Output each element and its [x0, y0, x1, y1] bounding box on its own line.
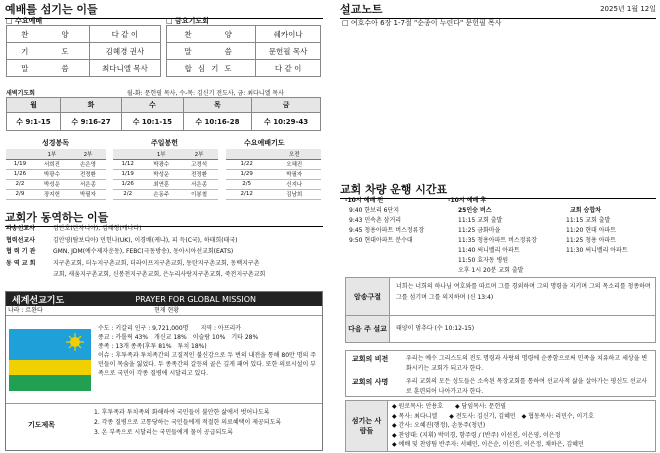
bus-col-van: 교회 승합차 11:15 교회 출발 11:20 현대 아파트 11:25 청용 아파트 11:30 써니밸리 아파트: [566, 207, 628, 254]
partner-row: 협력선교사 김안영(탐보디아) 민헌나(UK), 이경배(케냐), 피 득(C국), 하태희(태국): [6, 236, 238, 244]
rwanda-flag-icon: [9, 329, 91, 391]
church-mission-text: 우리 교회의 모든 성도들은 소속된 목장교회를 통하여 선교사적 삶을 살아가는 평신도 선교사로 훈련되어 나아가고자 한다.: [406, 378, 648, 395]
servant-line: ◆ 원로목사: 안용호 ◆ 담임목사: 문헌필: [392, 403, 507, 410]
vision-box: [345, 350, 656, 397]
geumyo-label: □ 금요기도회: [166, 17, 209, 25]
reading-label: 성경봉독: [42, 139, 70, 147]
servant-line: ◆ 목사: 최다니엘 ◆ 전도사: 김신기, 김혜민 ◆ 협동목사: 리민수, 이기호: [392, 412, 594, 420]
memory-label: 암송구절: [346, 278, 390, 315]
partner-row: 파송선교사 김안호(탄자니아), 김태형(캐나다): [6, 225, 142, 232]
dawn-table: 월 화 수 목 금 수 9:1-15 수 9:16-27 수 10:1-15 수 10:16-28 수 10:29-43: [6, 97, 321, 131]
bullet-tribes: 종족 : 13개 종족(후투 81% 투치 18%): [98, 343, 207, 350]
prayer-list: [94, 408, 319, 438]
reading-table: 1부 2부 1/19 서희진 손은영 1/26 박광수 전정환 2/2 박성운 서은종 2/9 장지헌 박필자: [6, 149, 106, 200]
next-sermon-text: 태양이 멈추다 (수 10:12-15): [396, 325, 475, 332]
memory-text: 너희는 너희의 하나님 여호와를 따르며 그를 경외하며 그의 명령을 지키며 그의 목소리를 청종하며 그를 섬기며 그를 의지하며 (신 13:4): [396, 283, 651, 301]
servant-line: ◆ 간사: 오혜진(행정), 손동주(청년): [392, 422, 486, 430]
servant-line: ◆ 찬양대: (지휘) 박미경, 함주령 / (반주) 이선진, 이은영, 이은정: [392, 431, 561, 439]
bullet-issue: 이슈 : 후투족과 투치족간의 고질적인 불신감으로 두 번의 내전을 통해 80만 명의 주민들이 목숨을 잃었다. 두 종족간의 갈등의 골은 깊게 패여 있다. 또한 의료시설이 부족으로 국민이 각종 질병에 시달리고 있다.: [98, 352, 317, 377]
prayer-label: 기도제목: [28, 421, 56, 429]
servants-list: [392, 402, 594, 450]
bus-title: 교회 차량 운행 시간표: [340, 181, 656, 199]
page-title-left: 예배를 섬기는 이들: [5, 1, 323, 19]
wedprayer-table: 오전 1/22 오혜진 1/29 박필자 2/5 신지나 2/12 김남희: [226, 149, 321, 200]
next-sermon-label: 다음 주 설교: [346, 316, 390, 342]
sermon-notes-title: 설교노트: [340, 3, 383, 16]
vision-text: 우리는 예수 그리스도의 전도 명령과 사랑의 명령에 순종함으로써 민족을 치유하고 세상을 변화시키는 교회가 되고자 한다.: [406, 355, 648, 372]
servants-box: [345, 400, 656, 452]
prayer-item: 1. 후투족과 투치족의 화해하여 국민들이 불안한 삶에서 벗어나도록: [94, 409, 270, 416]
prayer-item: 3. 온 부족으로 시달리는 국민들에게 물이 공급되도록: [94, 429, 233, 436]
church-mission-label: 교회의 사명: [352, 378, 389, 386]
partner-row: 협 력 기 관 GMN, JDM(예수제자운동), FEBC(극동방송), 동아시아선교회(EATS): [6, 248, 234, 255]
offering-table: 1부 2부 1/12 박광수 고경석 1/19 박성운 전정환 1/26 최연훈 서은종 2/2 손동주 이봉철: [113, 149, 218, 200]
partner-row: 동 역 교 회 지구촌교회, 더누지구촌교회, 더라이프지구촌교회, 동탄지구촌교회, 동백지구촌: [6, 259, 260, 267]
vision-label: 교회의 비전: [352, 355, 389, 363]
mission-title: 세계선교기도: [12, 295, 65, 306]
mission-subheader: [6, 306, 322, 316]
suyo-table: 찬 양 다 같 이 기 도 김혜경 권사 말 씀 최다니엘 목사: [6, 25, 161, 77]
prayer-item: 2. 각종 질병으로 고통당하는 국민들에게 적절한 의료혜택이 제공되도록: [94, 419, 282, 426]
partner-row: 교회, 새움지구촌교회, 신봉천지구촌교회, 은누리사랑지구촌교회, 죽전지구촌교회: [53, 271, 266, 278]
bulletin-date: 2025년 1월 12일: [600, 5, 656, 13]
bus-col-after: -10시 예배 후 25인승 버스 11:15 교회 출발 11:25 금화마을 11:35 청용아파트 버스정류장 11:40 써니밸리 아파트 11:50 효자동 병원 오후 1시 20분 교회 출발: [448, 197, 538, 274]
country-label: 나라 : 르완다: [8, 307, 43, 314]
wedprayer-label: 수요예배기도: [244, 139, 285, 147]
partners-title: 교회가 동역하는 이들: [5, 209, 323, 227]
mission-header: [6, 292, 322, 306]
sermon-line: □ 여호수아 6장 1-7절 "순종이 누린다" 문헌필 목사: [342, 19, 502, 27]
offering-label: 주일봉헌: [151, 139, 179, 147]
mission-subtitle: PRAYER FOR GLOBAL MISSION: [135, 294, 256, 304]
status-label: 현재 현황: [154, 307, 180, 314]
dawn-header: [6, 88, 284, 97]
partners-list: [6, 223, 324, 281]
servant-line: ◆ 예배 및 찬양팀 반주자: 서혜민, 이은순, 이선진, 이은정, 채하은, 김혜민: [392, 441, 584, 449]
prayer-divider: [6, 403, 322, 404]
mission-bullets: [94, 324, 319, 378]
servants-label: 섬기는 사람들: [346, 401, 388, 451]
suyo-label: □ 수요예배: [6, 17, 43, 25]
mission-box: [5, 291, 323, 451]
bus-col-before: -10시 예배 전 9:40 한보리 6단지 9:43 민속촌 삼거리 9:45 청용아파트 버스정류장 9:50 현대아파트 분수대: [345, 197, 425, 244]
dawn-note: 월-화: 문헌필 목사, 수-목: 김신기 전도사, 금: 최다니엘 목사: [126, 90, 284, 97]
bullet-capital: 수도 : 키갈리 인구 : 9,721,000명 지역 : 아프리카: [98, 325, 242, 332]
bullet-religion: 종교 : 카톨릭 43% 개신교 18% 이슬람 10% 기타 28%: [98, 334, 259, 341]
page-title-right: [340, 1, 656, 19]
geumyo-table: 찬 양 쉐카이나 말 씀 문헌필 목사 합심기도 다 같 이: [166, 25, 321, 77]
dawn-label: 새벽기도회: [6, 90, 35, 97]
memory-box: [345, 277, 656, 343]
memory-divider: [346, 315, 655, 316]
